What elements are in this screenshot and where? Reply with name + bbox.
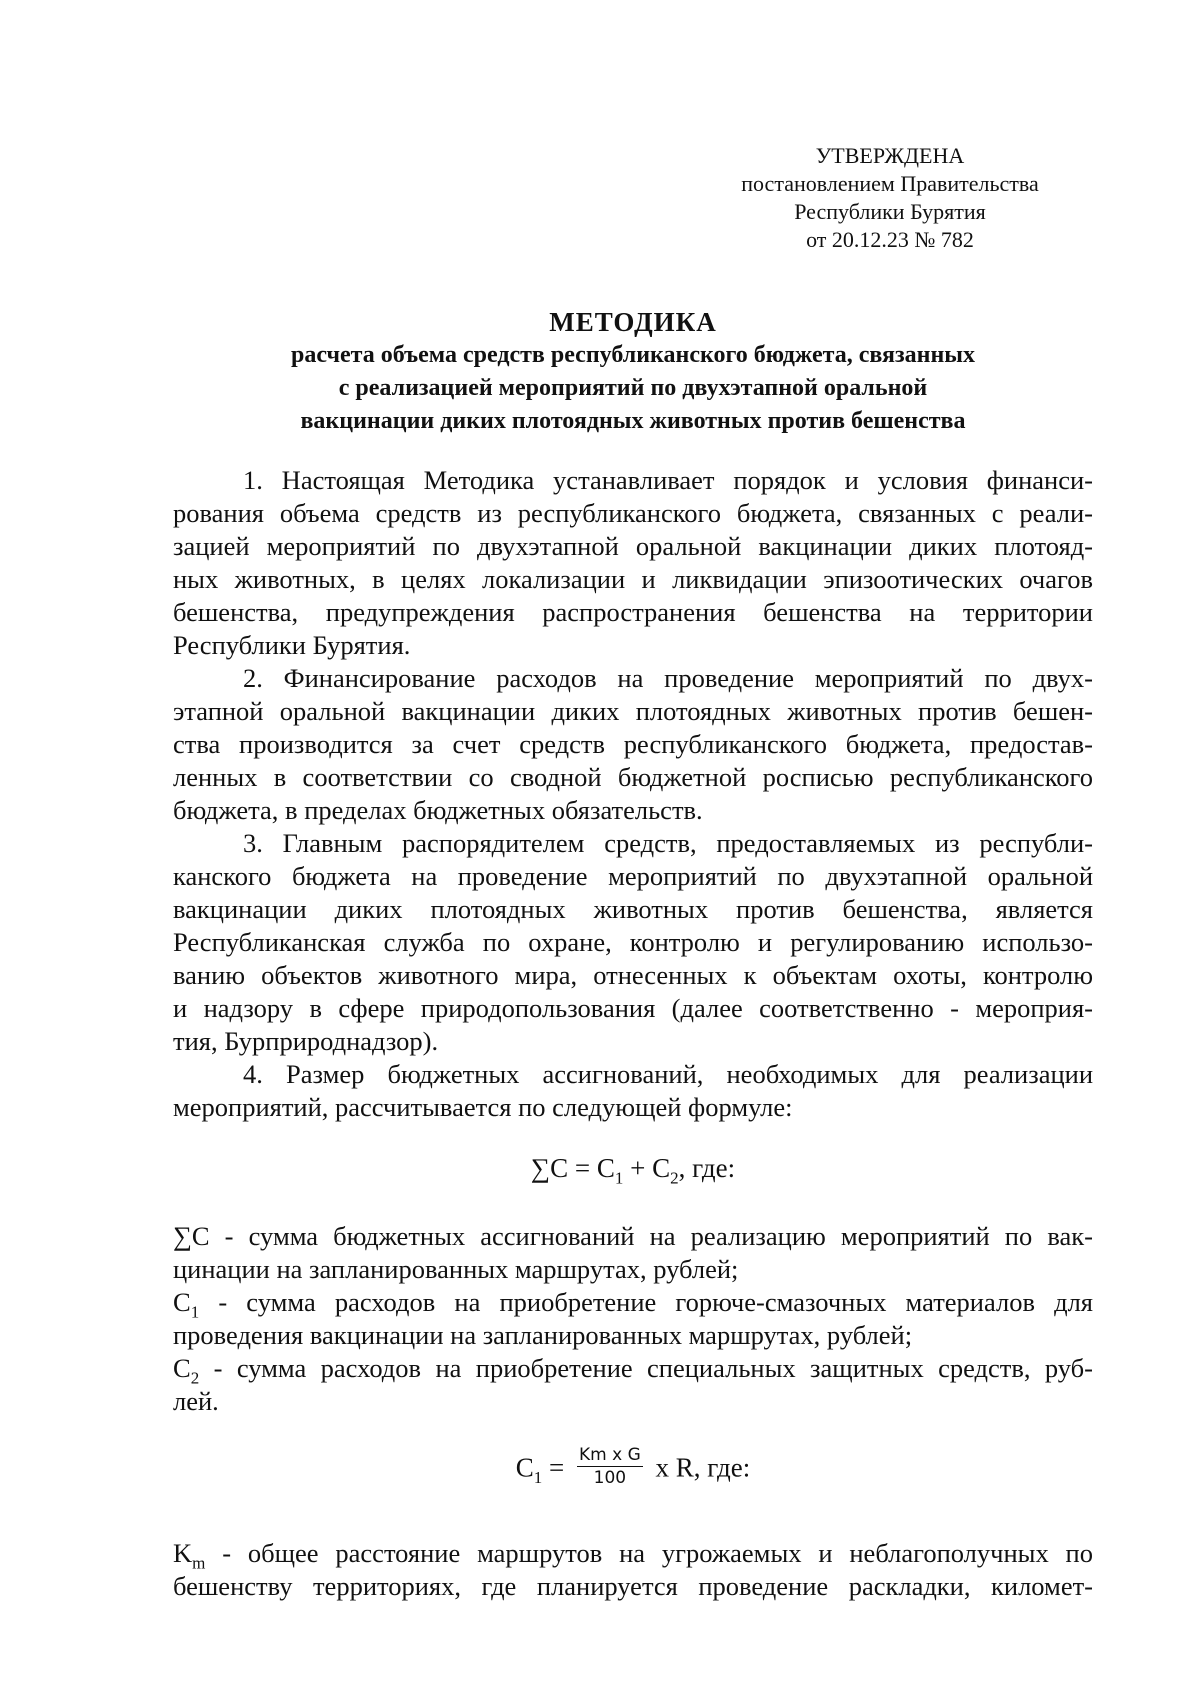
formula-c1 xyxy=(173,1445,1093,1493)
definition-text: - общее расстояние маршрутов на угрожаемых и неблагополучных по xyxy=(205,1538,1093,1568)
definition-line: цинации на запланированных маршрутах, рублей; xyxy=(173,1254,739,1284)
formula-c1-tail: x R, где: xyxy=(648,1452,751,1483)
definition-line-c1 xyxy=(173,1286,1093,1322)
body-line: рования объема средств из республиканского бюджета, связанных с реали- xyxy=(173,498,1093,528)
title-sub-2: с реализацией мероприятий по двухэтапной оральной xyxy=(338,375,928,401)
formula-definitions xyxy=(173,1220,1093,1418)
body-line: 4. Размер бюджетных ассигнований, необходимых для реализации xyxy=(243,1059,1093,1089)
definition-symbol: K xyxy=(173,1538,193,1568)
formula-total-plus: + С xyxy=(623,1153,671,1183)
definition-line-km xyxy=(173,1537,1093,1573)
formula-c1-left: С xyxy=(515,1452,534,1483)
formula-c1-eq: = xyxy=(542,1452,572,1483)
body-line: зацией мероприятий по двухэтапной оральной вакцинации диких плотояд- xyxy=(173,531,1093,561)
formula-total-tail: , где: xyxy=(678,1153,736,1183)
formula-c1-definitions xyxy=(173,1537,1093,1603)
document-title xyxy=(173,305,1093,438)
body-line: 1. Настоящая Методика устанавливает порядок и условия финанси- xyxy=(243,465,1093,495)
fraction-numerator: Km x G xyxy=(579,1445,641,1465)
body-line: вакцинации диких плотоядных животных против бешенства, является xyxy=(173,894,1093,924)
body-line: ства производится за счет средств республиканского бюджета, предостав- xyxy=(173,729,1093,759)
definition-line: проведения вакцинации на запланированных маршрутах, рублей; xyxy=(173,1320,913,1350)
body-line: этапной оральной вакцинации диких плотоядных животных против бешен- xyxy=(173,696,1093,726)
definition-subscript: 1 xyxy=(190,1302,200,1322)
approval-line-4: от 20.12.23 № 782 xyxy=(806,227,974,252)
definition-line: лей. xyxy=(173,1386,219,1416)
definition-subscript: 2 xyxy=(190,1368,200,1388)
approval-stamp xyxy=(700,142,1080,254)
document-body xyxy=(173,464,1093,1124)
formula-fraction xyxy=(577,1444,643,1489)
formula-c1-sub: 1 xyxy=(533,1468,543,1488)
formula-total-sub-1: 1 xyxy=(614,1168,624,1188)
body-line: мероприятий, рассчитывается по следующей формуле: xyxy=(173,1092,793,1122)
body-line: ванию объектов животного мира, отнесенных к объектам охоты, контролю xyxy=(173,960,1093,990)
body-line: и надзору в сфере природопользования (далее соответственно - мероприя- xyxy=(173,993,1093,1023)
body-line: канского бюджета на проведение мероприятий по двухэтапной оральной xyxy=(173,861,1093,891)
body-line: 3. Главным распорядителем средств, предоставляемых из республи- xyxy=(243,828,1093,858)
body-line: тия, Бурприроднадзор). xyxy=(173,1026,439,1056)
definition-symbol: С xyxy=(173,1353,191,1383)
body-line: ных животных, в целях локализации и ликвидации эпизоотических очагов xyxy=(173,564,1093,594)
formula-total xyxy=(173,1150,1093,1186)
formula-total-sub-2: 2 xyxy=(670,1168,679,1188)
definition-subscript: m xyxy=(192,1553,206,1573)
body-line: ленных в соответствии со сводной бюджетной росписью республиканского xyxy=(173,762,1093,792)
body-line: 2. Финансирование расходов на проведение мероприятий по двух- xyxy=(243,663,1093,693)
definition-symbol: С xyxy=(173,1287,191,1317)
definition-line-c2 xyxy=(173,1352,1093,1388)
approval-line-2: постановлением Правительства xyxy=(741,171,1039,196)
definition-text: - сумма расходов на приобретение горюче-смазочных материалов для xyxy=(199,1287,1093,1317)
title-sub-3: вакцинации диких плотоядных животных против бешенства xyxy=(300,408,966,434)
body-line: Республики Бурятия. xyxy=(173,630,411,660)
fraction-denominator: 100 xyxy=(593,1468,627,1488)
title-sub-1: расчета объема средств республиканского бюджета, связанных xyxy=(290,342,976,368)
definition-line: ∑С - сумма бюджетных ассигнований на реализацию мероприятий по вак- xyxy=(173,1221,1093,1251)
approval-line-1: УТВЕРЖДЕНА xyxy=(815,143,965,168)
definition-text: - сумма расходов на приобретение специальных защитных средств, руб- xyxy=(199,1353,1093,1383)
body-line: бюджета, в пределах бюджетных обязательств. xyxy=(173,795,703,825)
approval-line-3: Республики Бурятия xyxy=(794,199,986,224)
body-line: бешенства, предупреждения распространения бешенства на территории xyxy=(173,597,1093,627)
title-main: МЕТОДИКА xyxy=(549,307,717,337)
formula-total-left: ∑С = С xyxy=(530,1153,615,1183)
definition-line: бешенству территориях, где планируется проведение раскладки, километ- xyxy=(173,1571,1093,1601)
body-line: Республиканская служба по охране, контролю и регулированию использо- xyxy=(173,927,1093,957)
